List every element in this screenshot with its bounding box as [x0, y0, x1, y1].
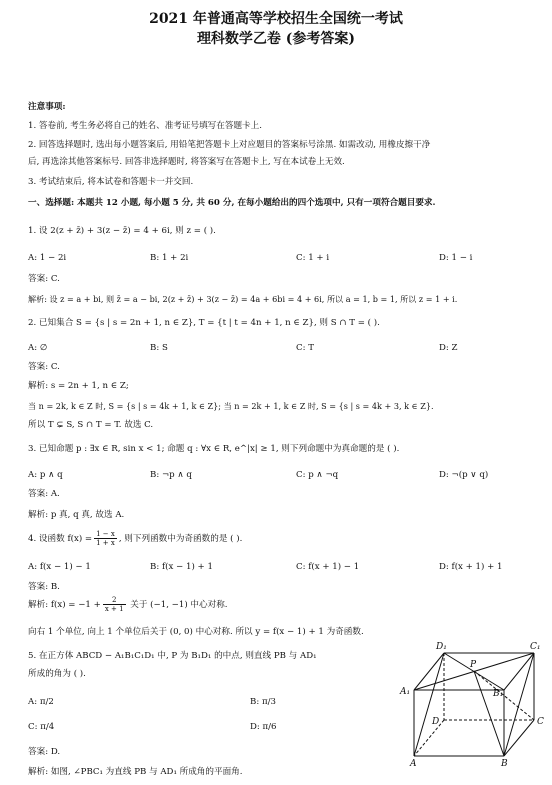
stem-text: 4. 设函数 f(x) =: [28, 534, 93, 544]
analysis: 解析: p 真, q 真, 故选 A.: [28, 510, 125, 520]
option-d: D: ¬(p ∨ q): [439, 470, 489, 480]
edge-c1b1: [504, 653, 534, 690]
cube-figure: [392, 638, 544, 768]
page-title: 2021 年普通高等学校招生全国统一考试: [149, 11, 403, 27]
analysis-text: 解析: f(x) = −1 +: [28, 600, 101, 610]
fraction-denominator: x + 1: [104, 605, 124, 613]
edge-da-hidden: [414, 720, 444, 756]
answer: 答案: D.: [28, 747, 61, 757]
option-a: A: f(x − 1) − 1: [28, 562, 91, 572]
question-stem: 2. 已知集合 S = {s | s = 2n + 1, n ∈ Z}, T = {t | t = 4n + 1, n ∈ Z}, 则 S ∩ T = ( ).: [28, 318, 380, 328]
answer: 答案: C.: [28, 362, 60, 372]
fraction: [103, 596, 126, 613]
page-subtitle: 理科数学乙卷 (参考答案): [196, 31, 356, 47]
question-stem: [28, 530, 242, 547]
option-a: A: π/2: [28, 697, 54, 707]
label-d: D: [432, 717, 440, 727]
option-d: D: f(x + 1) + 1: [439, 562, 503, 572]
line-ad1: [414, 653, 444, 756]
line-pb: [474, 671, 504, 756]
option-a: A: p ∧ q: [28, 470, 63, 480]
analysis: 所以 T ⊊ S, S ∩ T = T. 故选 C.: [28, 420, 154, 430]
fraction-denominator: 1 + x: [96, 539, 115, 547]
label-a1: A₁: [400, 687, 411, 697]
label-p: P: [470, 660, 477, 670]
edge-cb: [504, 720, 534, 756]
answer: 答案: B.: [28, 582, 60, 592]
label-b1: B₁: [493, 689, 504, 699]
notice-item: 3. 考试结束后, 将本试卷和答题卡一并交回.: [28, 177, 194, 187]
analysis: 解析: 如图, ∠PBC₁ 为直线 PB 与 AD₁ 所成角的平面角.: [28, 767, 243, 777]
notice-item: 2. 回答选择题时, 选出每小题答案后, 用铅笔把答题卡上对应题目的答案标号涂黑. 如需改动, 用橡皮擦干净: [28, 140, 431, 150]
label-a: A: [410, 759, 417, 768]
option-c: C: 1 + i: [296, 253, 330, 263]
option-c: C: p ∧ ¬q: [296, 470, 339, 480]
answer: 答案: C.: [28, 274, 60, 284]
option-a: A: 1 − 2i: [28, 253, 67, 263]
option-d: D: π/6: [250, 722, 277, 732]
fraction: [94, 530, 117, 547]
question-stem: 1. 设 2(z + z̄) + 3(z − z̄) = 4 + 6i, 则 z = ( ).: [28, 226, 216, 236]
analysis-text: 关于 (−1, −1) 中心对称.: [127, 600, 228, 610]
option-b: B: ¬p ∧ q: [150, 470, 192, 480]
option-b: B: π/3: [250, 697, 276, 707]
analysis: 当 n = 2k, k ∈ Z 时, S = {s | s = 4k + 1, k ∈ Z}; 当 n = 2k + 1, k ∈ Z 时, S = {s | s = 4k + 3, k ∈ Z}.: [28, 401, 434, 411]
line-bc1: [504, 653, 534, 756]
stem-text: , 则下列函数中为奇函数的是 ( ).: [118, 534, 243, 544]
question-stem: 所成的角为 ( ).: [28, 669, 86, 679]
label-c1: C₁: [530, 642, 541, 652]
analysis: 向右 1 个单位, 向上 1 个单位后关于 (0, 0) 中心对称. 所以 y = f(x − 1) + 1 为奇函数.: [28, 627, 364, 637]
option-b: B: 1 + 2i: [150, 253, 189, 263]
label-c: C: [537, 717, 544, 727]
notice-item: 后, 再选涂其他答案标号. 回答非选择题时, 将答案写在答题卡上, 写在本试卷上无效.: [28, 157, 345, 167]
option-b: B: S: [150, 343, 168, 353]
option-b: B: f(x − 1) + 1: [150, 562, 213, 572]
analysis: 解析: s = 2n + 1, n ∈ Z;: [28, 381, 129, 391]
option-c: C: π/4: [28, 722, 55, 732]
section-heading: 一、选择题: 本题共 12 小题, 每小题 5 分, 共 60 分, 在每小题给出的四个选项中, 只有一项符合题目要求.: [28, 198, 436, 208]
option-d: D: 1 − i: [439, 253, 473, 263]
label-d1: D₁: [436, 642, 447, 652]
analysis: 解析: 设 z = a + bi, 则 z̄ = a − bi, 2(z + z̄) + 3(z − z̄) = 4a + 6bi = 4 + 6i, 所以 a = 1, b = 1, 所以 z = 1 + i.: [28, 294, 458, 304]
notice-heading: 注意事项:: [28, 102, 66, 112]
option-d: D: Z: [439, 343, 458, 353]
option-a: A: ∅: [28, 343, 48, 353]
fraction-numerator: 1 − x: [96, 530, 115, 538]
notice-item: 1. 答卷前, 考生务必将自己的姓名、准考证号填写在答题卡上.: [28, 121, 262, 131]
option-c: C: T: [296, 343, 314, 353]
edge-a1d1: [414, 653, 444, 690]
fraction-numerator: 2: [103, 596, 126, 605]
option-c: C: f(x + 1) − 1: [296, 562, 360, 572]
question-stem: 3. 已知命题 p : ∃x ∈ R, sin x < 1; 命题 q : ∀x ∈ R, e^|x| ≥ 1, 则下列命题中为真命题的是 ( ).: [28, 444, 400, 454]
answer: 答案: A.: [28, 489, 60, 499]
analysis: [28, 596, 228, 613]
label-b: B: [501, 759, 508, 768]
question-stem: 5. 在正方体 ABCD − A₁B₁C₁D₁ 中, P 为 B₁D₁ 的中点, 则直线 PB 与 AD₁: [28, 651, 317, 661]
